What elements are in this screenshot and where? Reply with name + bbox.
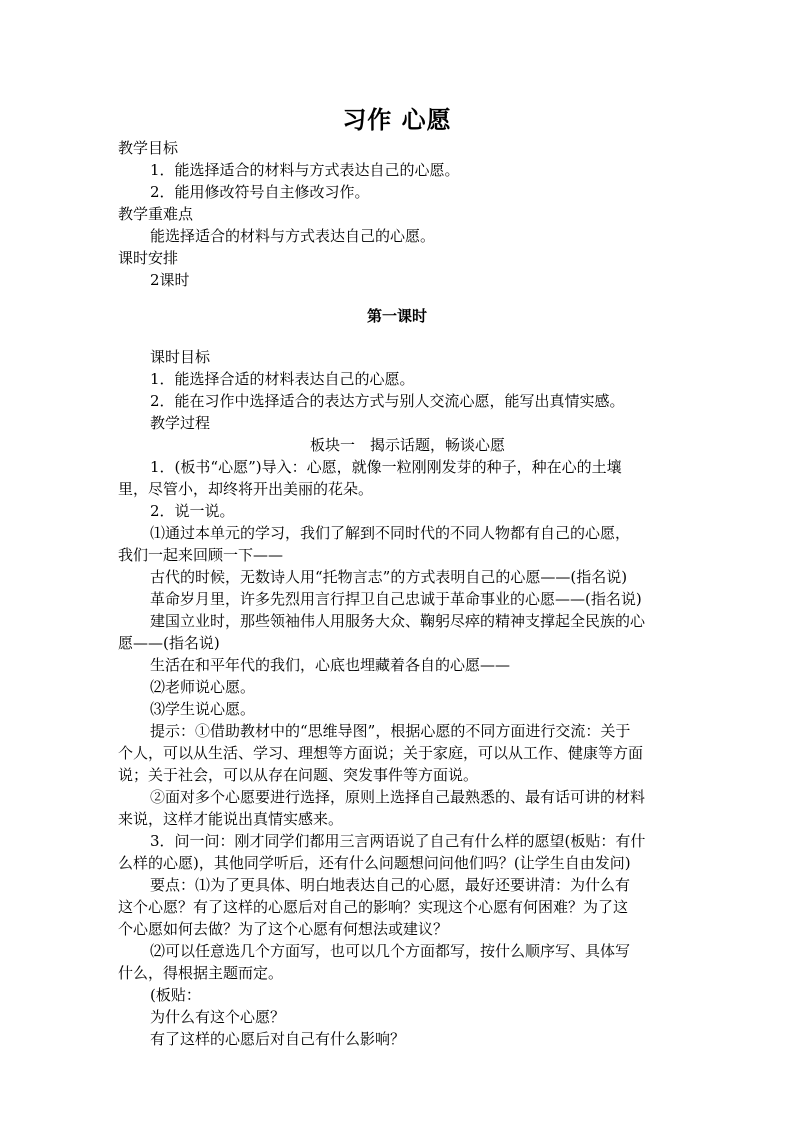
goal-item: 1．能选择适合的材料与方式表达自己的心愿。 (150, 161, 460, 179)
schedule-heading: 课时安排 (118, 249, 179, 267)
body-line: 古代的时候，无数诗人用“托物言志”的方式表明自己的心愿——(指名说) (150, 568, 628, 586)
body-line: ⑵老师说心愿。 (150, 678, 256, 696)
process-heading: 教学过程 (150, 414, 211, 432)
body-line: 个人，可以从生活、学习、理想等方面说；关于家庭，可以从工作、健康等方面 (118, 744, 644, 762)
body-line: 愿——(指名说) (118, 634, 220, 652)
body-line: 为什么有这个心愿？ (150, 1008, 286, 1026)
module-heading: 板块一 揭示话题，畅谈心愿 (310, 436, 506, 454)
body-line: 我们一起来回顾一下—— (118, 546, 284, 564)
body-line: 里，尽管小，却终将开出美丽的花朵。 (118, 480, 374, 498)
body-line: (板贴： (150, 986, 201, 1004)
document-title: 习作 心愿 (342, 105, 452, 134)
body-line: ⑶学生说心愿。 (150, 700, 256, 718)
body-line: ⑵可以任意选几个方面写，也可以几个方面都写，按什么顺序写、具体写 (150, 942, 631, 960)
body-line: 有了这样的心愿后对自己有什么影响？ (150, 1030, 406, 1048)
body-line: 个心愿如何去做？为了这个心愿有何想法或建议？ (118, 920, 449, 938)
body-line: 提示：①借助教材中的“思维导图”，根据心愿的不同方面进行交流：关于 (150, 722, 631, 740)
body-line: 革命岁月里，许多先烈用言行捍卫自己忠诚于革命事业的心愿——(指名说) (150, 590, 642, 608)
difficulty-text: 能选择适合的材料与方式表达自己的心愿。 (150, 227, 436, 245)
body-line: ⑴通过本单元的学习，我们了解到不同时代的不同人物都有自己的心愿， (150, 524, 631, 542)
body-line: ②面对多个心愿要进行选择，原则上选择自己最熟悉的、最有话可讲的材料 (150, 788, 646, 806)
lesson-heading: 第一课时 (366, 307, 427, 325)
body-line: 这个心愿？有了这样的心愿后对自己的影响？实现这个心愿有何困难？为了这 (118, 898, 629, 916)
body-line: 要点：⑴为了更具体、明白地表达自己的心愿，最好还要讲清：为什么有 (150, 876, 631, 894)
body-line: 1．(板书“心愿”)导入：心愿，就像一粒刚刚发芽的种子，种在心的土壤 (150, 458, 622, 476)
goal-item: 2．能用修改符号自主修改习作。 (150, 183, 370, 201)
goals-heading: 教学目标 (118, 139, 179, 157)
difficulty-heading: 教学重难点 (118, 205, 194, 223)
body-line: 说；关于社会，可以从存在问题、突发事件等方面说。 (118, 766, 479, 784)
body-line: 3．问一问：刚才同学们都用三言两语说了自己有什么样的愿望(板贴：有什 (150, 832, 646, 850)
objective-item: 1．能选择合适的材料表达自己的心愿。 (150, 370, 415, 388)
body-line: 生活在和平年代的我们，心底也埋藏着各自的心愿—— (150, 656, 511, 674)
body-line: 什么，得根据主题而定。 (118, 964, 284, 982)
objective-item: 2．能在习作中选择适合的表达方式与别人交流心愿，能写出真情实感。 (150, 392, 625, 410)
body-line: 2．说一说。 (150, 502, 235, 520)
schedule-text: 2课时 (150, 271, 190, 289)
objectives-heading: 课时目标 (150, 348, 211, 366)
body-line: 么样的心愿)，其他同学听后，还有什么问题想问问他们吗？(让学生自由发问) (118, 854, 631, 872)
body-line: 来说，这样才能说出真情实感来。 (118, 810, 344, 828)
body-line: 建国立业时，那些领袖伟人用服务大众、鞠躬尽瘁的精神支撑起全民族的心 (150, 612, 646, 630)
